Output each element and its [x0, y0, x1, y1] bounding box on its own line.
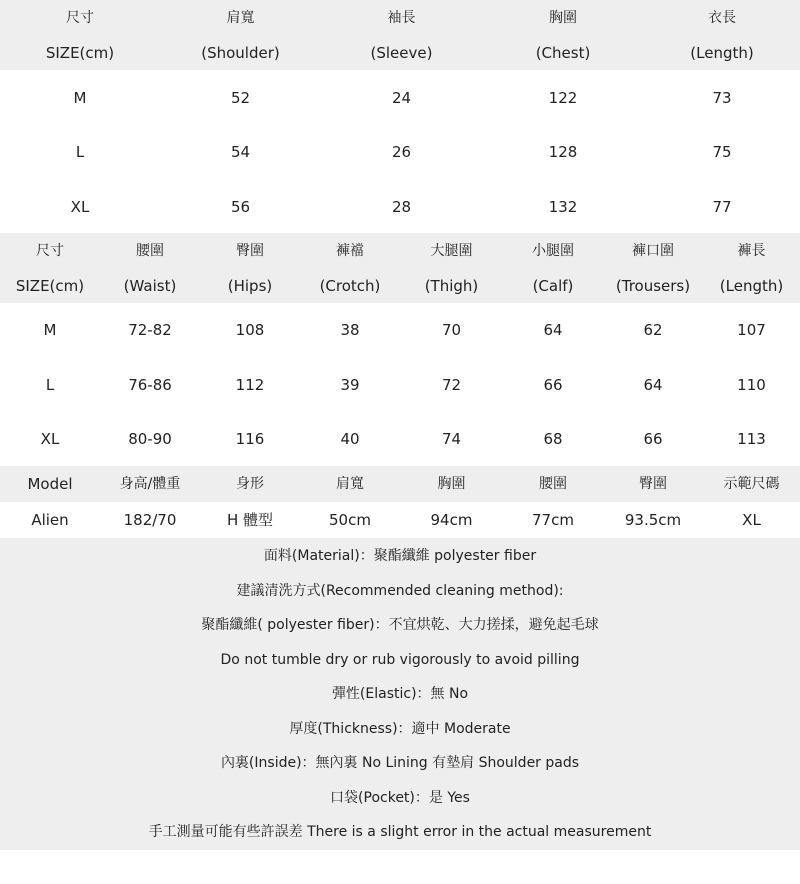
top-row-xl-chest: 132 — [548, 198, 578, 216]
bottom-header-en-size: SIZE(cm) — [15, 277, 85, 295]
top-row-l-size: L — [75, 143, 85, 161]
note-inside: 內裏(Inside)：無內裏 No Lining 有墊肩 Shoulder pads — [220, 755, 580, 771]
model-header-hips: 臀圍 — [639, 476, 667, 492]
note-elastic: 彈性(Elastic)：無 No — [331, 686, 469, 702]
bottom-table-row — [0, 421, 800, 457]
bottom-row-m-thigh: 70 — [441, 321, 462, 339]
top-row-m-chest: 122 — [548, 89, 578, 107]
note-material: 面料(Material)：聚酯纖維 polyester fiber — [263, 548, 537, 564]
bottom-row-l-thigh: 72 — [441, 376, 462, 394]
top-row-l-shoulder: 54 — [230, 143, 251, 161]
bottom-row-m-waist: 72-82 — [128, 321, 172, 339]
model-header-chest: 胸圍 — [437, 476, 466, 492]
model-table-row — [0, 502, 800, 538]
top-header-zh-length: 衣長 — [708, 10, 736, 26]
bottom-row-l-waist: 76-86 — [128, 376, 172, 394]
bottom-header-en-crotch: (Crotch) — [319, 277, 381, 295]
bottom-header-zh-thigh: 大腿圍 — [430, 243, 473, 259]
bottom-row-m-crotch: 38 — [340, 321, 360, 339]
model-header-shoulder: 肩寬 — [336, 476, 364, 492]
bottom-row-l-hips: 112 — [235, 376, 265, 394]
bottom-row-xl-trousers: 66 — [643, 430, 663, 448]
model-row-hips: 93.5cm — [624, 511, 682, 529]
bottom-row-l-length: 110 — [737, 376, 766, 394]
model-row-waist: 77cm — [532, 511, 574, 529]
top-header-en-chest: (Chest) — [535, 44, 591, 62]
model-row-shoulder: 50cm — [329, 511, 371, 529]
bottom-header-zh-hips: 臀圍 — [236, 243, 264, 259]
model-header-height-weight: 身高/體重 — [119, 476, 181, 492]
bottom-header-en-waist: (Waist) — [123, 277, 177, 295]
bottom-table-row — [0, 367, 800, 403]
bottom-header-zh-length: 褲長 — [737, 243, 766, 259]
top-header-zh-shoulder: 肩寬 — [226, 10, 255, 26]
top-row-xl-shoulder: 56 — [230, 198, 251, 216]
bottom-header-zh-crotch: 褲襠 — [336, 243, 364, 259]
bottom-header-en-trousers: (Trousers) — [615, 277, 691, 295]
note-cleaning-en: Do not tumble dry or rub vigorously to avoid pilling — [220, 652, 580, 668]
top-header-zh-sleeve: 袖長 — [387, 10, 416, 26]
top-row-xl-length: 77 — [712, 198, 732, 216]
top-row-l-chest: 128 — [548, 143, 578, 161]
bottom-header-zh-calf: 小腿圍 — [532, 243, 574, 259]
bottom-row-l-crotch: 39 — [340, 376, 360, 394]
bottom-table-header-zh-row — [0, 233, 800, 269]
note-cleaning-heading: 建議清洗方式(Recommended cleaning method): — [236, 583, 564, 599]
bottom-header-en-hips: (Hips) — [227, 277, 273, 295]
bottom-row-l-trousers: 64 — [643, 376, 663, 394]
top-header-zh-chest: 胸圍 — [549, 10, 577, 26]
bottom-row-m-trousers: 62 — [643, 321, 663, 339]
top-row-xl-size: XL — [70, 198, 90, 216]
model-header-model: Model — [27, 475, 73, 493]
model-table-header-row — [0, 466, 800, 502]
note-pocket: 口袋(Pocket)：是 Yes — [330, 790, 470, 806]
top-row-l-sleeve: 26 — [391, 143, 412, 161]
top-header-en-shoulder: (Shoulder) — [201, 44, 280, 62]
model-row-body-shape: H 體型 — [226, 511, 274, 529]
bottom-row-xl-calf: 68 — [543, 430, 563, 448]
bottom-row-m-length: 107 — [737, 321, 766, 339]
bottom-row-m-calf: 64 — [543, 321, 563, 339]
bottom-row-xl-length: 113 — [737, 430, 766, 448]
top-row-l-length: 75 — [712, 143, 732, 161]
bottom-table-row — [0, 312, 800, 348]
top-table-header-en-row — [0, 35, 800, 71]
model-row-chest: 94cm — [430, 511, 473, 529]
model-row-model: Alien — [31, 511, 69, 529]
top-table-row — [0, 189, 800, 225]
top-table-row — [0, 134, 800, 170]
bottom-row-xl-size: XL — [40, 430, 60, 448]
top-row-m-shoulder: 52 — [230, 89, 251, 107]
bottom-row-xl-waist: 80-90 — [128, 430, 172, 448]
top-row-m-size: M — [73, 89, 87, 107]
bottom-row-m-hips: 108 — [235, 321, 265, 339]
top-header-en-length: (Length) — [690, 44, 754, 62]
bottom-row-xl-hips: 116 — [235, 430, 265, 448]
bottom-header-zh-size: 尺寸 — [36, 243, 64, 259]
bottom-header-zh-waist: 腰圍 — [136, 243, 164, 259]
note-thickness: 厚度(Thickness)：適中 Moderate — [289, 721, 511, 737]
top-header-zh-size: 尺寸 — [66, 10, 94, 26]
top-header-en-sleeve: (Sleeve) — [370, 44, 433, 62]
model-header-waist: 腰圍 — [539, 476, 567, 492]
top-table-header-zh-row — [0, 0, 800, 36]
top-header-en-size: SIZE(cm) — [45, 44, 115, 62]
model-row-height-weight: 182/70 — [123, 511, 177, 529]
bottom-header-en-length: (Length) — [719, 277, 784, 295]
bottom-row-l-calf: 66 — [543, 376, 563, 394]
model-header-size-worn: 示範尺碼 — [723, 476, 780, 492]
bottom-header-en-thigh: (Thigh) — [424, 277, 479, 295]
note-cleaning-zh: 聚酯纖維( polyester fiber)：不宜烘乾、大力搓揉，避免起毛球 — [201, 617, 599, 633]
product-notes — [0, 538, 800, 850]
bottom-row-l-size: L — [45, 376, 55, 394]
note-measurement-error: 手工測量可能有些許誤差 There is a slight error in the actual measurement — [148, 824, 652, 840]
model-header-body-shape: 身形 — [236, 476, 264, 492]
top-table-row — [0, 80, 800, 116]
bottom-row-xl-crotch: 40 — [340, 430, 360, 448]
bottom-row-xl-thigh: 74 — [441, 430, 462, 448]
bottom-header-zh-trousers: 褲口圍 — [632, 243, 674, 259]
top-row-xl-sleeve: 28 — [391, 198, 412, 216]
bottom-header-en-calf: (Calf) — [532, 277, 574, 295]
model-row-size-worn: XL — [742, 511, 761, 529]
top-row-m-sleeve: 24 — [391, 89, 412, 107]
top-row-m-length: 73 — [712, 89, 732, 107]
bottom-row-m-size: M — [43, 321, 57, 339]
bottom-table-header-en-row — [0, 268, 800, 304]
